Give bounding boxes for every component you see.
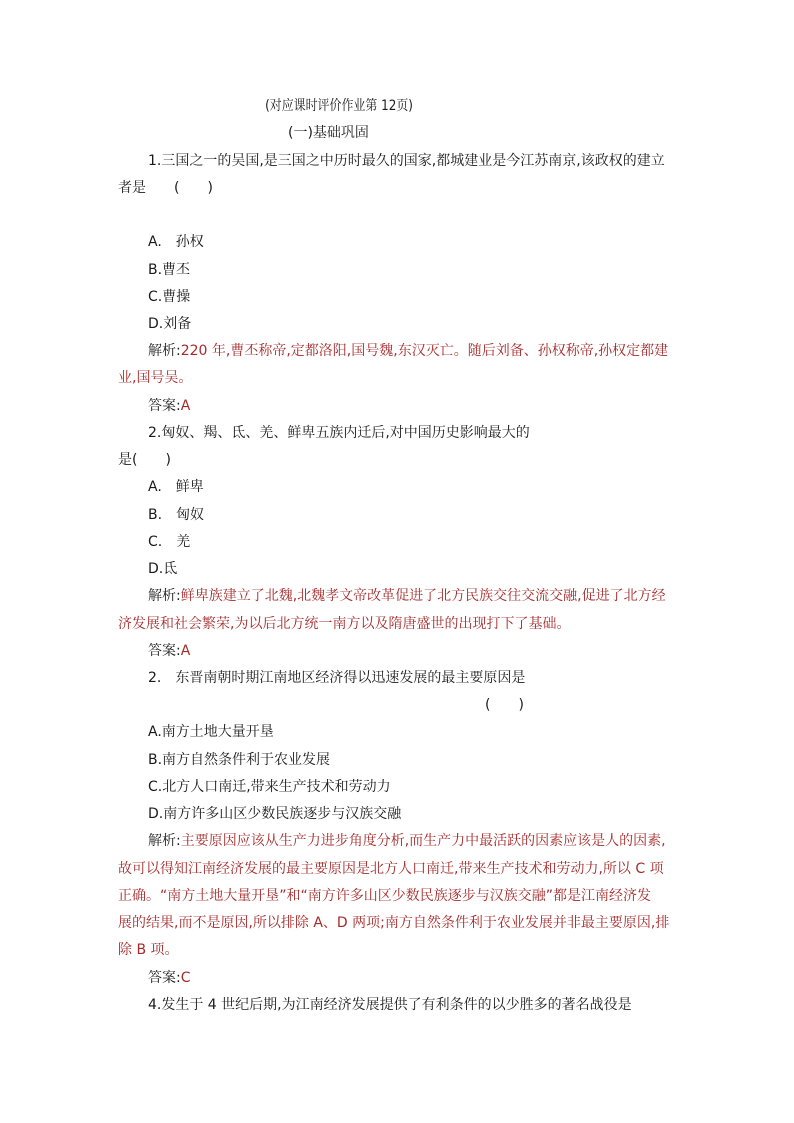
option-d: D.南方许多山区少数民族逐步与汉族交融 <box>148 806 402 822</box>
answer-value: A <box>180 398 191 414</box>
question-stem: 1.三国之一的吴国,是三国之中历时最久的国家,都城建业是今江苏南京,该政权的建立 <box>148 153 665 169</box>
analysis <box>148 586 666 606</box>
option-d: D.氐 <box>148 561 178 577</box>
answer-value: C <box>180 970 191 986</box>
analysis-label: 解析: <box>148 588 181 604</box>
question-stem: 2. 东晋南朝时期江南地区经济得以迅速发展的最主要原因是 <box>148 670 526 686</box>
answer <box>148 641 190 661</box>
analysis-label: 解析: <box>148 833 181 849</box>
analysis <box>148 341 668 361</box>
analysis-text-cont: 除 B 项。 <box>118 942 179 958</box>
answer <box>148 968 191 988</box>
answer-label: 答案: <box>148 643 181 659</box>
option-c: C.北方人口南迁,带来生产技术和劳动力 <box>148 779 391 795</box>
answer <box>148 396 190 416</box>
section-title: (一)基础巩固 <box>288 125 369 141</box>
answer-value: A <box>180 643 191 659</box>
option-b: B.曹丕 <box>148 262 191 278</box>
option-b: B.南方自然条件利于农业发展 <box>148 752 331 768</box>
analysis-text-cont: 故可以得知江南经济发展的最主要原因是北方人口南迁,带来生产技术和劳动力,所以 C 项 <box>118 861 664 877</box>
question-stem: 2.匈奴、羯、氐、羌、鲜卑五族内迁后,对中国历史影响最大的 <box>148 425 530 441</box>
analysis-label: 解析: <box>148 343 181 359</box>
analysis-text: 220 年,曹丕称帝,定都洛阳,国号魏,东汉灭亡。随后刘备、孙权称帝,孙权定都建 <box>180 343 669 359</box>
option-c: C.曹操 <box>148 289 191 305</box>
option-b: B. 匈奴 <box>148 507 205 523</box>
analysis-text-cont: 正确。“南方土地大量开垦”和“南方许多山区少数民族逐步与汉族交融”都是江南经济发 <box>118 888 652 904</box>
analysis <box>148 831 666 851</box>
analysis-text-cont: 业,国号吴。 <box>118 370 193 386</box>
answer-blank: ( ) <box>485 697 524 713</box>
analysis-text: 鲜卑族建立了北魏,北魏孝文帝改革促进了北方民族交往交流交融,促进了北方经 <box>180 588 666 604</box>
option-d: D.刘备 <box>148 316 192 332</box>
answer-label: 答案: <box>148 398 181 414</box>
question-stem: 4.发生于 4 世纪后期,为江南经济发展提供了有利条件的以少胜多的著名战役是 <box>148 997 632 1013</box>
page-reference: (对应课时评价作业第 12页) <box>265 98 413 114</box>
option-a: A. 鲜卑 <box>148 479 204 495</box>
option-c: C. 羌 <box>148 534 191 550</box>
question-stem-cont: 是( ) <box>118 452 171 468</box>
option-a: A.南方土地大量开垦 <box>148 724 274 740</box>
analysis-text: 主要原因应该从生产力进步角度分析,而生产力中最活跃的因素应该是人的因素, <box>180 833 666 849</box>
analysis-text-cont: 济发展和社会繁荣,为以后北方统一南方以及隋唐盛世的出现打下了基础。 <box>118 616 571 632</box>
analysis-text-cont: 展的结果,而不是原因,所以排除 A、D 两项;南方自然条件利于农业发展并非最主要原因,排 <box>118 915 670 931</box>
question-stem-cont: 者是 ( ) <box>118 180 213 196</box>
option-a: A. 孙权 <box>148 234 204 250</box>
answer-label: 答案: <box>148 970 181 986</box>
